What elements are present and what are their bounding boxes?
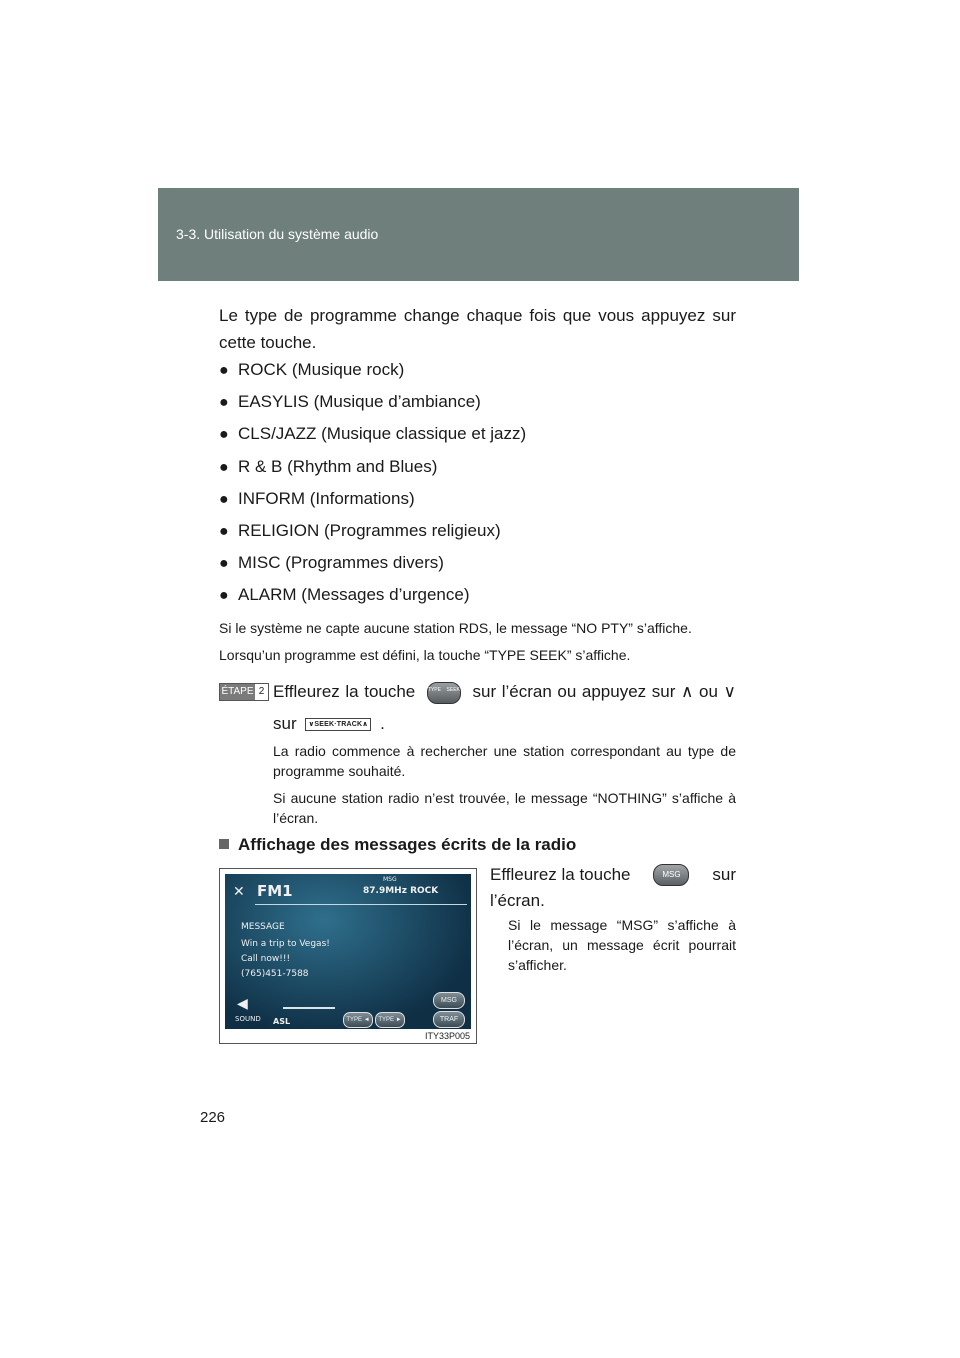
seek-track-button-icon: ∨SEEK·TRACK∧ bbox=[305, 718, 371, 731]
list-item: ● MISC (Programmes divers) bbox=[219, 549, 526, 581]
step-2-instruction: Effleurez la touche TYPE SEEK sur l’écran ou appuyez sur ∧ ou ∨ bbox=[273, 678, 736, 706]
frequency-label: 87.9MHz ROCK bbox=[363, 886, 439, 896]
msg-button-icon: MSG bbox=[653, 864, 689, 886]
band-label: FM1 bbox=[257, 882, 293, 900]
bullet-icon: ● bbox=[219, 362, 229, 379]
sound-label: SOUND bbox=[235, 1015, 261, 1023]
antenna-icon: ✕ bbox=[233, 884, 245, 900]
bullet-icon: ● bbox=[219, 522, 229, 540]
asl-slider bbox=[283, 1007, 335, 1009]
bullet-icon: ● bbox=[219, 394, 229, 412]
note-no-rds: Si le système ne capte aucune station RDS, le message “NO PTY” s’affiche. bbox=[219, 620, 692, 636]
msg-instruction: Effleurez la touche MSG sur l’écran. bbox=[490, 865, 736, 910]
list-item: ● RELIGION (Programmes religieux) bbox=[219, 517, 526, 549]
section-heading: Affichage des messages écrits de la radio bbox=[219, 834, 576, 856]
asl-label: ASL bbox=[273, 1017, 291, 1026]
radio-display-screen bbox=[225, 874, 471, 1029]
square-bullet-icon bbox=[219, 839, 229, 849]
bullet-icon: ● bbox=[219, 490, 229, 508]
figure-code: ITY33P005 bbox=[424, 1031, 470, 1041]
radio-screen-figure bbox=[219, 868, 477, 1044]
program-type-list bbox=[219, 356, 526, 614]
section-title: 3-3. Utilisation du système audio bbox=[176, 226, 379, 242]
note-type-seek: Lorsqu’un programme est défini, la touche “TYPE SEEK” s’affiche. bbox=[219, 647, 631, 663]
message-label: MESSAGE bbox=[241, 922, 285, 932]
section-header-bar bbox=[158, 188, 799, 281]
list-item: ● R & B (Rhythm and Blues) bbox=[219, 453, 526, 485]
type-prev-button: TYPE ◄ bbox=[343, 1012, 373, 1028]
speaker-icon: ◀ bbox=[237, 996, 248, 1012]
message-line: Call now!!! bbox=[241, 954, 291, 964]
list-item: ● CLS/JAZZ (Musique classique et jazz) bbox=[219, 420, 526, 452]
intro-paragraph: Le type de programme change chaque fois que vous appuyez sur cette touche. bbox=[219, 306, 736, 352]
list-item: ● INFORM (Informations) bbox=[219, 485, 526, 517]
msg-screen-button: MSG bbox=[433, 992, 465, 1009]
step-2-note-search: La radio commence à rechercher une station correspondant au type de programme souhaité. bbox=[273, 743, 736, 779]
message-line: (765)451-7588 bbox=[241, 969, 309, 979]
step-badge: ÉTAPE 2 bbox=[219, 683, 269, 701]
bullet-icon: ● bbox=[219, 426, 229, 444]
bullet-icon: ● bbox=[219, 587, 229, 605]
bullet-icon: ● bbox=[219, 555, 229, 573]
divider bbox=[255, 904, 467, 905]
msg-indicator: MSG bbox=[383, 876, 397, 883]
list-item: ● ROCK (Musique rock) bbox=[219, 356, 526, 388]
list-item: ● EASYLIS (Musique d’ambiance) bbox=[219, 388, 526, 420]
step-2-continuation: sur ∨SEEK·TRACK∧ . bbox=[273, 714, 385, 733]
page-number: 226 bbox=[200, 1109, 226, 1126]
type-next-button: TYPE ► bbox=[375, 1012, 405, 1028]
step-2 bbox=[219, 678, 736, 706]
step-2-note-nothing: Si aucune station radio n’est trouvée, le message “NOTHING” s’affiche à l’écran. bbox=[273, 790, 736, 826]
msg-note: Si le message “MSG” s’affiche à l’écran, un message écrit pourrait s’afficher. bbox=[508, 917, 736, 973]
list-item: ● ALARM (Messages d’urgence) bbox=[219, 581, 526, 613]
message-line: Win a trip to Vegas! bbox=[241, 939, 330, 949]
bullet-icon: ● bbox=[219, 458, 229, 476]
traf-screen-button: TRAF bbox=[433, 1011, 465, 1028]
type-seek-button-icon: TYPE SEEK bbox=[427, 682, 461, 704]
